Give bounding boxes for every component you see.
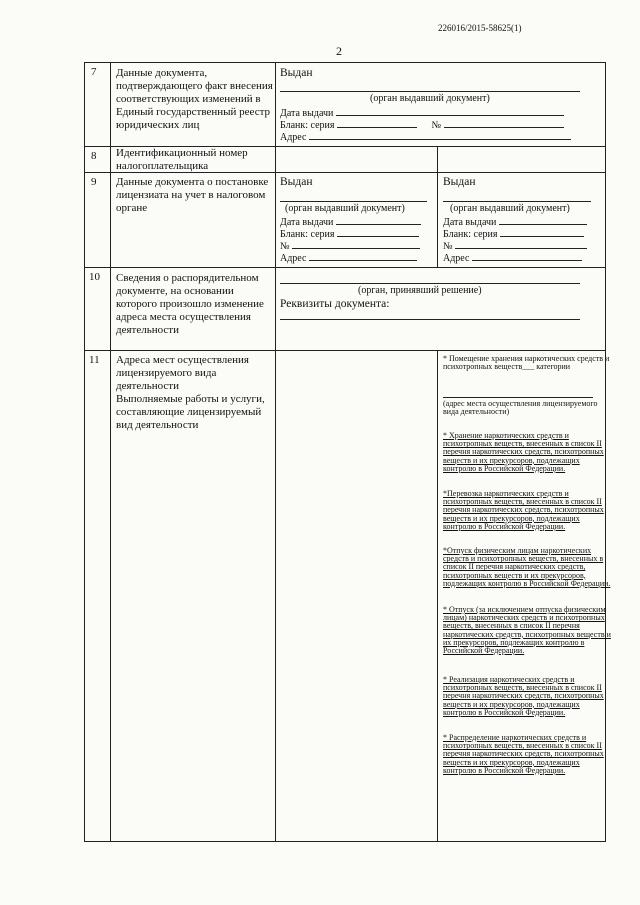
document-id: 226016/2015-58625(1) (438, 23, 522, 33)
issue-date-label: Дата выдачи (443, 217, 497, 228)
address-caption: (адрес места осуществления лицензируемого вида деятельности) (443, 399, 598, 417)
address-label: Адрес (280, 132, 307, 143)
form-series-label: Бланк: серия (280, 120, 335, 131)
row-description: Сведения о распорядительном документе, на основании которого произошло изменение адреса места осуществления деятельности (116, 272, 264, 336)
authority-caption: (орган выдавший документ) (450, 203, 570, 214)
requisites-label: Реквизиты документа: (280, 298, 390, 310)
form-series-label: Бланк: серия (443, 229, 498, 240)
row-description: Идентификационный номер налогоплательщика (116, 147, 248, 172)
row-description: Данные документа о постановке лицензиата на учет в налоговом органе (116, 176, 269, 214)
row-description-services: Выполняемые работы и услуги, составляющие лицензируемый вид деятельности (116, 393, 265, 431)
row-number: 8 (91, 150, 97, 162)
issued-label: Выдан (280, 176, 313, 188)
service-item: *Перевозка наркотических средств и психотропных веществ, внесенных в список II перечня наркотических средств, психотропных веществ и их прекурсоров, подлежащих контролю в Российской Федерации. (443, 489, 604, 531)
page-number: 2 (336, 44, 342, 58)
authority-caption: (орган, принявший решение) (358, 285, 482, 296)
row-description: Адреса мест осуществления лицензируемого вида деятельности (116, 354, 249, 392)
number-label: № (431, 120, 442, 131)
number-label: № (280, 241, 290, 252)
row-number: 9 (91, 176, 97, 188)
row-number: 11 (89, 354, 100, 366)
address-label: Адрес (443, 253, 470, 264)
issue-date-label: Дата выдачи (280, 108, 334, 119)
number-label: № (443, 241, 453, 252)
service-item: * Реализация наркотических средств и психотропных веществ, внесенных в список II перечня наркотических средств, психотропных веществ и их прекурсоров, подлежащих контролю в Российской Федерации. (443, 675, 604, 717)
row-number: 10 (89, 271, 100, 283)
authority-caption: (орган выдавший документ) (285, 203, 405, 214)
row-description: Данные документа, подтверждающего факт внесения соответствующих изменений в Единый государственный реестр юридических лиц (116, 67, 273, 131)
issued-label: Выдан (443, 176, 476, 188)
authority-caption: (орган выдавший документ) (370, 93, 490, 104)
premises-category: * Помещение хранения наркотических средств и психотропных веществ___ категории (443, 354, 610, 372)
service-item: * Отпуск (за исключением отпуска физическим лицам) наркотических средств и психотропных веществ, внесенных в список II перечня наркотических средств, психотропных веществ и их прекурсоров, подлежащих контролю в Российской Федерации. (443, 605, 611, 656)
service-item: *Отпуск физическим лицам наркотических средств и психотропных веществ, внесенных в список II перечня наркотических средств, психотропных веществ и их прекурсоров, подлежащих контролю в Российской Федерации. (443, 546, 611, 588)
service-item: * Хранение наркотических средств и психотропных веществ, внесенных в список II перечня наркотических средств, психотропных веществ и их прекурсоров, подлежащих контролю в Российской Федерации. (443, 431, 604, 473)
service-item: * Распределение наркотических средств и психотропных веществ, внесенных в список II перечня наркотических средств, психотропных веществ и их прекурсоров, подлежащих контролю в Российской Федерации. (443, 733, 604, 775)
issue-date-label: Дата выдачи (280, 217, 334, 228)
address-field[interactable] (443, 251, 582, 264)
address-field[interactable] (280, 251, 417, 264)
issued-label: Выдан (280, 67, 313, 79)
row-number: 7 (91, 66, 97, 78)
address-field[interactable] (280, 130, 571, 143)
address-label: Адрес (280, 253, 307, 264)
form-series-label: Бланк: серия (280, 229, 335, 240)
